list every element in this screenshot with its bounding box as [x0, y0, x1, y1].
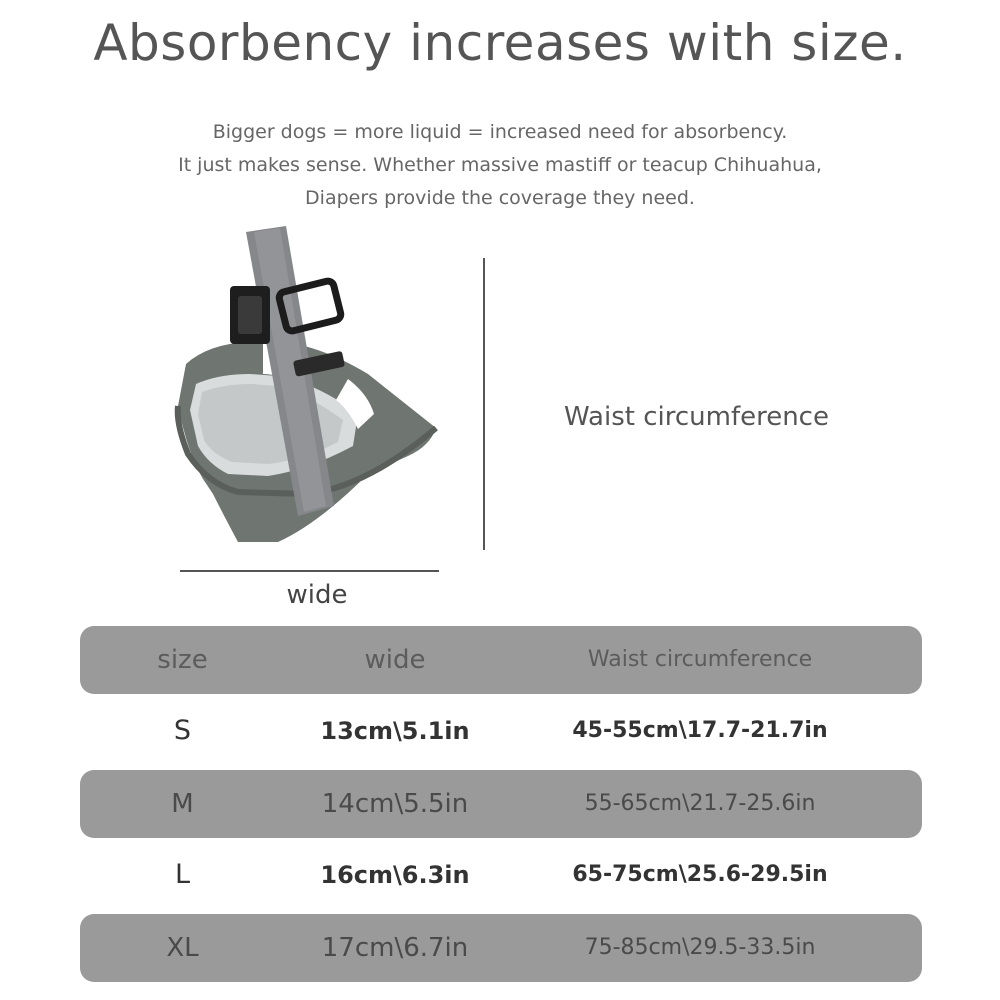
subtitle-line-3: Diapers provide the coverage they need. — [305, 187, 695, 209]
size-cell: S — [173, 715, 192, 746]
waist-circumference-label: Waist circumference — [564, 402, 829, 432]
subtitle-line-2: It just makes sense. Whether massive mastiff or teacup Chihuahua, — [178, 154, 822, 176]
waist-cell: 75-85cm\29.5-33.5in — [584, 935, 816, 960]
header-waist-circumference: Waist circumference — [587, 647, 813, 672]
wide-cell: 16cm\6.3in — [320, 861, 470, 889]
width-dimension-line — [180, 570, 439, 572]
header-wide: wide — [364, 645, 426, 675]
subtitle-line-1: Bigger dogs = more liquid = increased need for absorbency. — [212, 121, 788, 143]
size-cell: L — [174, 859, 191, 890]
waist-dimension-line — [483, 258, 485, 550]
size-table-header — [80, 626, 922, 694]
wide-cell: 14cm\5.5in — [321, 789, 469, 819]
table-row — [80, 841, 922, 911]
size-cell: M — [171, 789, 194, 819]
waist-cell: 45-55cm\17.7-21.7in — [572, 718, 828, 743]
dog-diaper-product-image — [168, 224, 448, 554]
waist-cell: 55-65cm\21.7-25.6in — [584, 791, 816, 816]
size-cell: XL — [166, 933, 199, 963]
header-size: size — [157, 645, 208, 675]
size-table — [80, 626, 922, 985]
table-row — [80, 914, 922, 982]
wide-cell: 17cm\6.7in — [321, 933, 469, 963]
width-label: wide — [286, 580, 348, 610]
waist-cell: 65-75cm\25.6-29.5in — [572, 862, 828, 887]
table-row — [80, 770, 922, 838]
subtitle — [0, 116, 1000, 215]
table-row — [80, 697, 922, 767]
headline: Absorbency increases with size. — [93, 14, 907, 72]
wide-cell: 13cm\5.1in — [320, 717, 470, 745]
